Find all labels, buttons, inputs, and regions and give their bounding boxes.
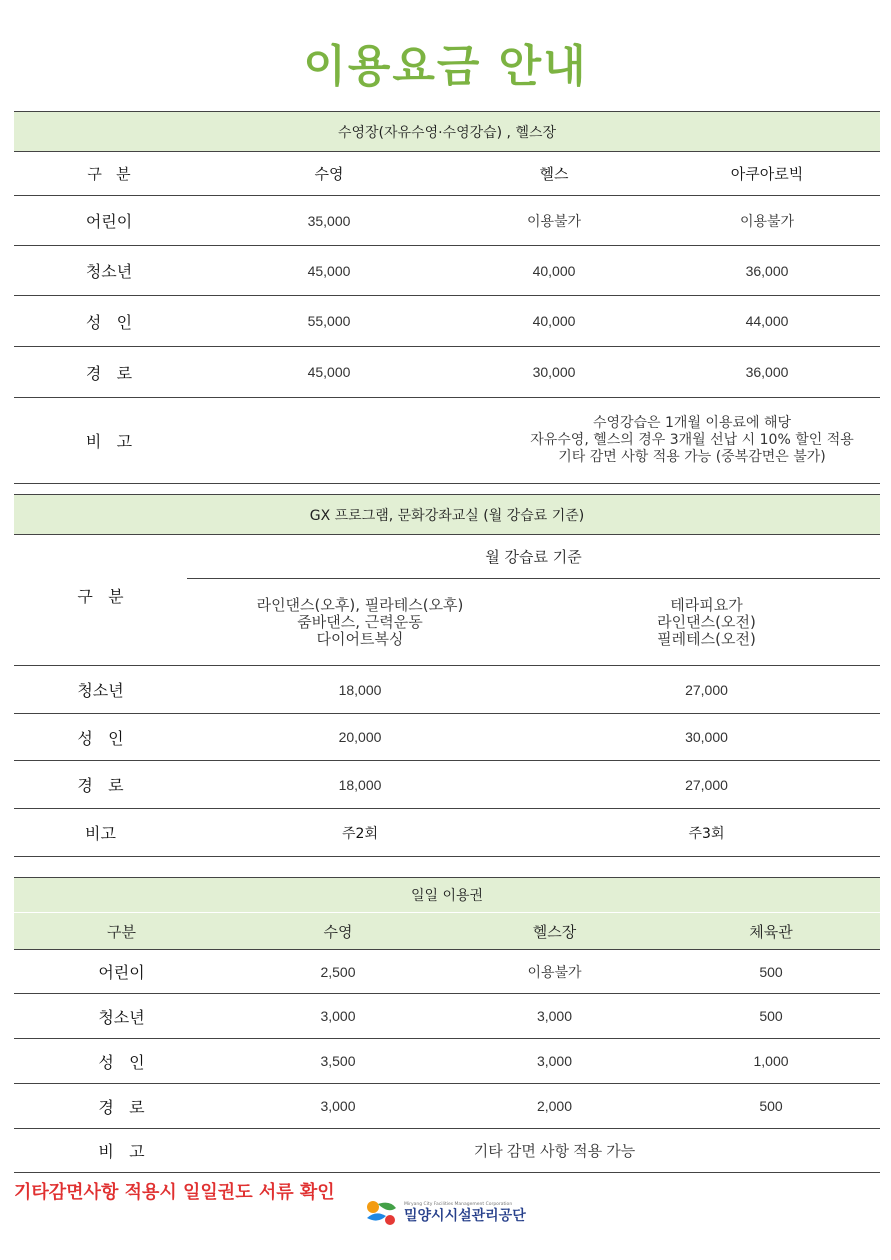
fee-cell: 40,000 [454,246,654,296]
row-label: 청소년 [14,994,229,1039]
program-line: 라인댄스(오후), 필라테스(오후) [256,595,464,614]
fee-cell: 35,000 [204,196,454,246]
fee-cell: 500 [662,950,880,994]
fee-cell: 1,000 [662,1039,880,1084]
fee-cell: 3,000 [229,1084,447,1129]
frequency-cell: 주3회 [533,809,880,857]
logo-mark-icon [364,1198,400,1228]
row-label: 비 고 [14,1129,229,1173]
table-row [14,196,880,246]
fee-cell: 2,500 [229,950,447,994]
table-row [14,994,880,1039]
fee-cell: 2,000 [447,1084,662,1129]
row-label: 청소년 [14,246,204,296]
fee-cell: 이용불가 [654,196,880,246]
fee-cell: 45,000 [204,246,454,296]
logo-english-name: Miryang City Facilities Management Corporation [404,1202,513,1207]
fee-cell: 3,000 [447,994,662,1039]
row-label: 비고 [14,809,187,857]
section-header: 일일 이용권 [14,878,880,913]
row-label: 어린이 [14,196,204,246]
row-label: 성 인 [14,296,204,347]
row-label: 성 인 [14,1039,229,1084]
table-row [14,347,880,398]
footer-notice: 기타감면사항 적용시 일일권도 서류 확인 [14,1182,335,1203]
fee-cell: 이용불가 [447,950,662,994]
table-row [14,950,880,994]
daily-pass-fee-table [14,877,880,1173]
row-label: 비 고 [14,398,204,484]
note-row [14,398,880,484]
fee-cell: 3,000 [229,994,447,1039]
table-row [14,809,880,857]
note-line: 기타 감면 사항 적용 가능 (중복감면은 불가) [558,449,826,465]
column-header: 아쿠아로빅 [654,152,880,196]
table-row [14,296,880,347]
fee-cell: 40,000 [454,296,654,347]
column-header: 헬스 [454,152,654,196]
table-row [14,666,880,714]
category-label: 구 분 [14,535,187,666]
row-label: 청소년 [14,666,187,714]
table-row [14,714,880,761]
organization-logo [364,1196,534,1230]
fee-cell: 30,000 [533,714,880,761]
column-header: 헬스장 [447,913,662,950]
program-group [187,579,533,666]
fee-cell: 이용불가 [454,196,654,246]
frequency-cell: 주2회 [187,809,533,857]
fee-cell: 36,000 [654,246,880,296]
note-line: 수영강습은 1개월 이용료에 해당 [592,415,792,431]
fee-cell: 27,000 [533,761,880,809]
note-row [14,1129,880,1173]
fee-cell: 20,000 [187,714,533,761]
program-line: 다이어트복싱 [316,629,404,648]
fee-cell: 18,000 [187,761,533,809]
table-row [14,246,880,296]
fee-cell: 36,000 [654,347,880,398]
fee-cell: 55,000 [204,296,454,347]
table-row [14,1039,880,1084]
pool-gym-fee-table [14,111,880,484]
logo-korean-name: 밀양시시설관리공단 [404,1208,526,1224]
gx-program-fee-table [14,494,880,857]
column-header: 수영 [229,913,447,950]
row-label: 경 로 [14,1084,229,1129]
note-block [204,398,880,484]
fee-cell: 30,000 [454,347,654,398]
fee-cell: 18,000 [187,666,533,714]
program-group [533,579,880,666]
fee-cell: 500 [662,994,880,1039]
fee-cell: 45,000 [204,347,454,398]
program-line: 테라피요가 [670,595,743,614]
fee-cell: 3,500 [229,1039,447,1084]
section-header: 수영장(자유수영·수영강습) , 헬스장 [14,112,880,152]
fee-cell: 44,000 [654,296,880,347]
column-header: 체육관 [662,913,880,950]
fee-cell: 27,000 [533,666,880,714]
subheader: 월 강습료 기준 [187,535,880,579]
row-label: 어린이 [14,950,229,994]
fee-cell: 3,000 [447,1039,662,1084]
row-label: 경 로 [14,347,204,398]
row-label: 경 로 [14,761,187,809]
column-header: 수영 [204,152,454,196]
program-line: 필레테스(오전) [657,629,756,648]
table-row [14,761,880,809]
note-line: 자유수영, 헬스의 경우 3개월 선납 시 10% 할인 적용 [530,432,854,448]
program-line: 줌바댄스, 근력운동 [297,612,423,631]
section-header: GX 프로그램, 문화강좌교실 (월 강습료 기준) [14,495,880,535]
program-line: 라인댄스(오전) [657,612,756,631]
note-text: 기타 감면 사항 적용 가능 [229,1129,880,1173]
column-header: 구분 [14,913,229,950]
page-title: 이용요금 안내 [303,41,588,92]
table-row [14,1084,880,1129]
fee-cell: 500 [662,1084,880,1129]
row-label: 성 인 [14,714,187,761]
column-header: 구 분 [14,152,204,196]
